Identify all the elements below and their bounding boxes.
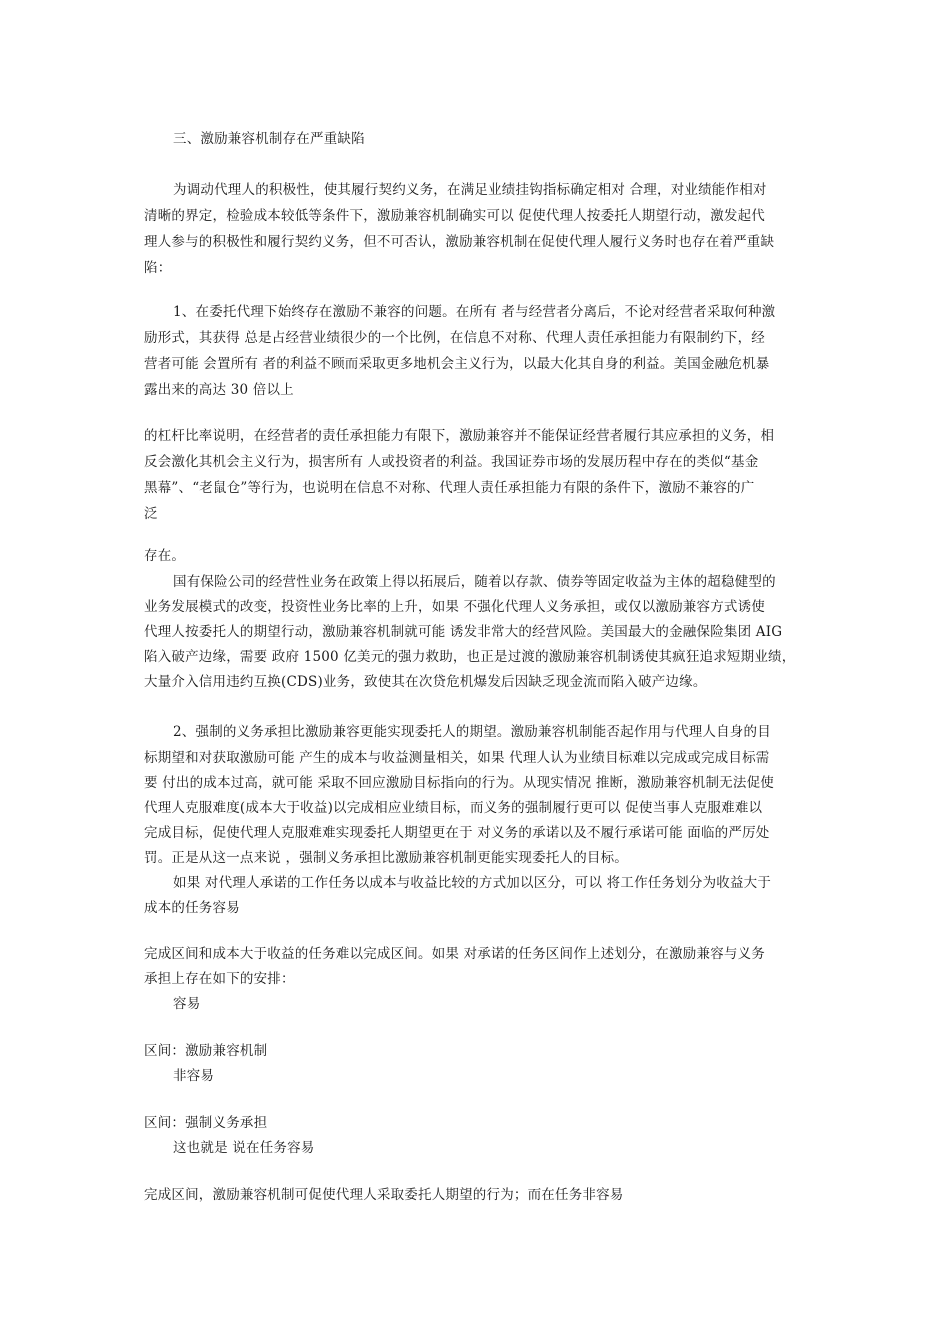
point2-line-3: 要 付出的成本过高，就可能 采取不回应激励目标指向的行为。从现实情况 推断，激励兼容机制无法促使	[144, 775, 774, 791]
point3-line-2: 成本的任务容易	[144, 900, 240, 916]
point2-line-2: 标期望和对获取激励可能 产生的成本与收益测量相关，如果 代理人认为业绩目标难以完成或完成目标需	[144, 750, 770, 766]
point1d-line-1: 国有保险公司的经营性业务在政策上得以拓展后，随着以存款、债券等固定收益为主体的超稳健型的	[173, 574, 776, 590]
intro-line-3: 理人参与的积极性和履行契约义务，但不可否认，激励兼容机制在促使代理人履行义务时也存在着严重缺	[144, 234, 775, 250]
easy-range: 区间：激励兼容机制	[144, 1043, 268, 1059]
point1-line-1: 1、在委托代理下始终存在激励不兼容的问题。在所有 者与经营者分离后，不论对经营者采取何种激	[173, 304, 776, 320]
point2-line-1: 2、强制的义务承担比激励兼容更能实现委托人的期望。激励兼容机制能否起作用与代理人自身的目	[173, 724, 771, 740]
point2-line-6: 罚。正是从这一点来说 ，强制义务承担比激励兼容机制更能实现委托人的目标。	[144, 850, 628, 866]
point2-line-5: 完成目标，促使代理人克服难难实现委托人期望更在于 对义务的承诺以及不履行承诺可能 面临的严厉处	[144, 825, 770, 841]
point1b-line-2: 反会激化其机会主义行为，损害所有 人或投资者的利益。我国证券市场的发展历程中存在的类似“基金	[144, 454, 759, 470]
point1d-line-3: 代理人按委托人的期望行动，激励兼容机制就可能 诱发非常大的经营风险。美国最大的金融保险集团 AIG	[144, 624, 783, 640]
point1-line-4: 露出来的高达 30 倍以上	[144, 382, 294, 398]
point1b-line-1: 的杠杆比率说明，在经营者的责任承担能力有限下，激励兼容并不能保证经营者履行其应承担的义务，相	[144, 428, 775, 444]
section-heading: 三、激励兼容机制存在严重缺陷	[173, 131, 365, 147]
point2-line-4: 代理人克服难度(成本大于收益)以完成相应业绩目标，而义务的强制履行更可以 促使当事人克服难难以	[144, 800, 763, 816]
point3-line-1: 如果 对代理人承诺的工作任务以成本与收益比较的方式加以区分，可以 将工作任务划分为收益大于	[173, 875, 772, 891]
point1-line-3: 营者可能 会置所有 者的利益不顾而采取更多地机会主义行为，以最大化其自身的利益。美国金融危机暴	[144, 356, 770, 372]
point1b-line-3: 黑幕”、“老鼠仓”等行为，也说明在信息不对称、代理人责任承担能力有限的条件下，激励不兼容的广	[144, 480, 755, 496]
point1b-line-4: 泛	[144, 506, 158, 522]
point3b-line-1: 完成区间和成本大于收益的任务难以完成区间。如果 对承诺的任务区间作上述划分，在激励兼容与义务	[144, 946, 765, 962]
intro-line-2: 清晰的界定，检验成本较低等条件下，激励兼容机制确实可以 促使代理人按委托人期望行动，激发起代	[144, 208, 765, 224]
conclusion-line: 这也就是 说在任务容易	[173, 1140, 315, 1156]
hard-range: 区间：强制义务承担	[144, 1115, 268, 1131]
hard-label: 非容易	[173, 1068, 215, 1084]
intro-line-1: 为调动代理人的积极性，使其履行契约义务，在满足业绩挂钩指标确定相对 合理，对业绩能作相对	[173, 182, 767, 198]
point1d-line-4: 陷入破产边缘，需要 政府 1500 亿美元的强力救助，也正是过渡的激励兼容机制诱使其疯狂追求短期业绩，	[144, 649, 796, 665]
final-line: 完成区间，激励兼容机制可促使代理人采取委托人期望的行为；而在任务非容易	[144, 1187, 624, 1203]
point1c-line: 存在。	[144, 548, 186, 564]
easy-label: 容易	[173, 996, 201, 1012]
point1d-line-5: 大量介入信用违约互换(CDS)业务，致使其在次贷危机爆发后因缺乏现金流而陷入破产边缘。	[144, 674, 707, 690]
point1-line-2: 励形式，其获得 总是占经营业绩很少的一个比例，在信息不对称、代理人责任承担能力有限制约下，经	[144, 330, 765, 346]
point3b-line-2: 承担上存在如下的安排：	[144, 971, 295, 987]
point1d-line-2: 业务发展模式的改变，投资性业务比率的上升，如果 不强化代理人义务承担，或仅以激励兼容方式诱使	[144, 599, 765, 615]
intro-line-4: 陷：	[144, 260, 172, 276]
